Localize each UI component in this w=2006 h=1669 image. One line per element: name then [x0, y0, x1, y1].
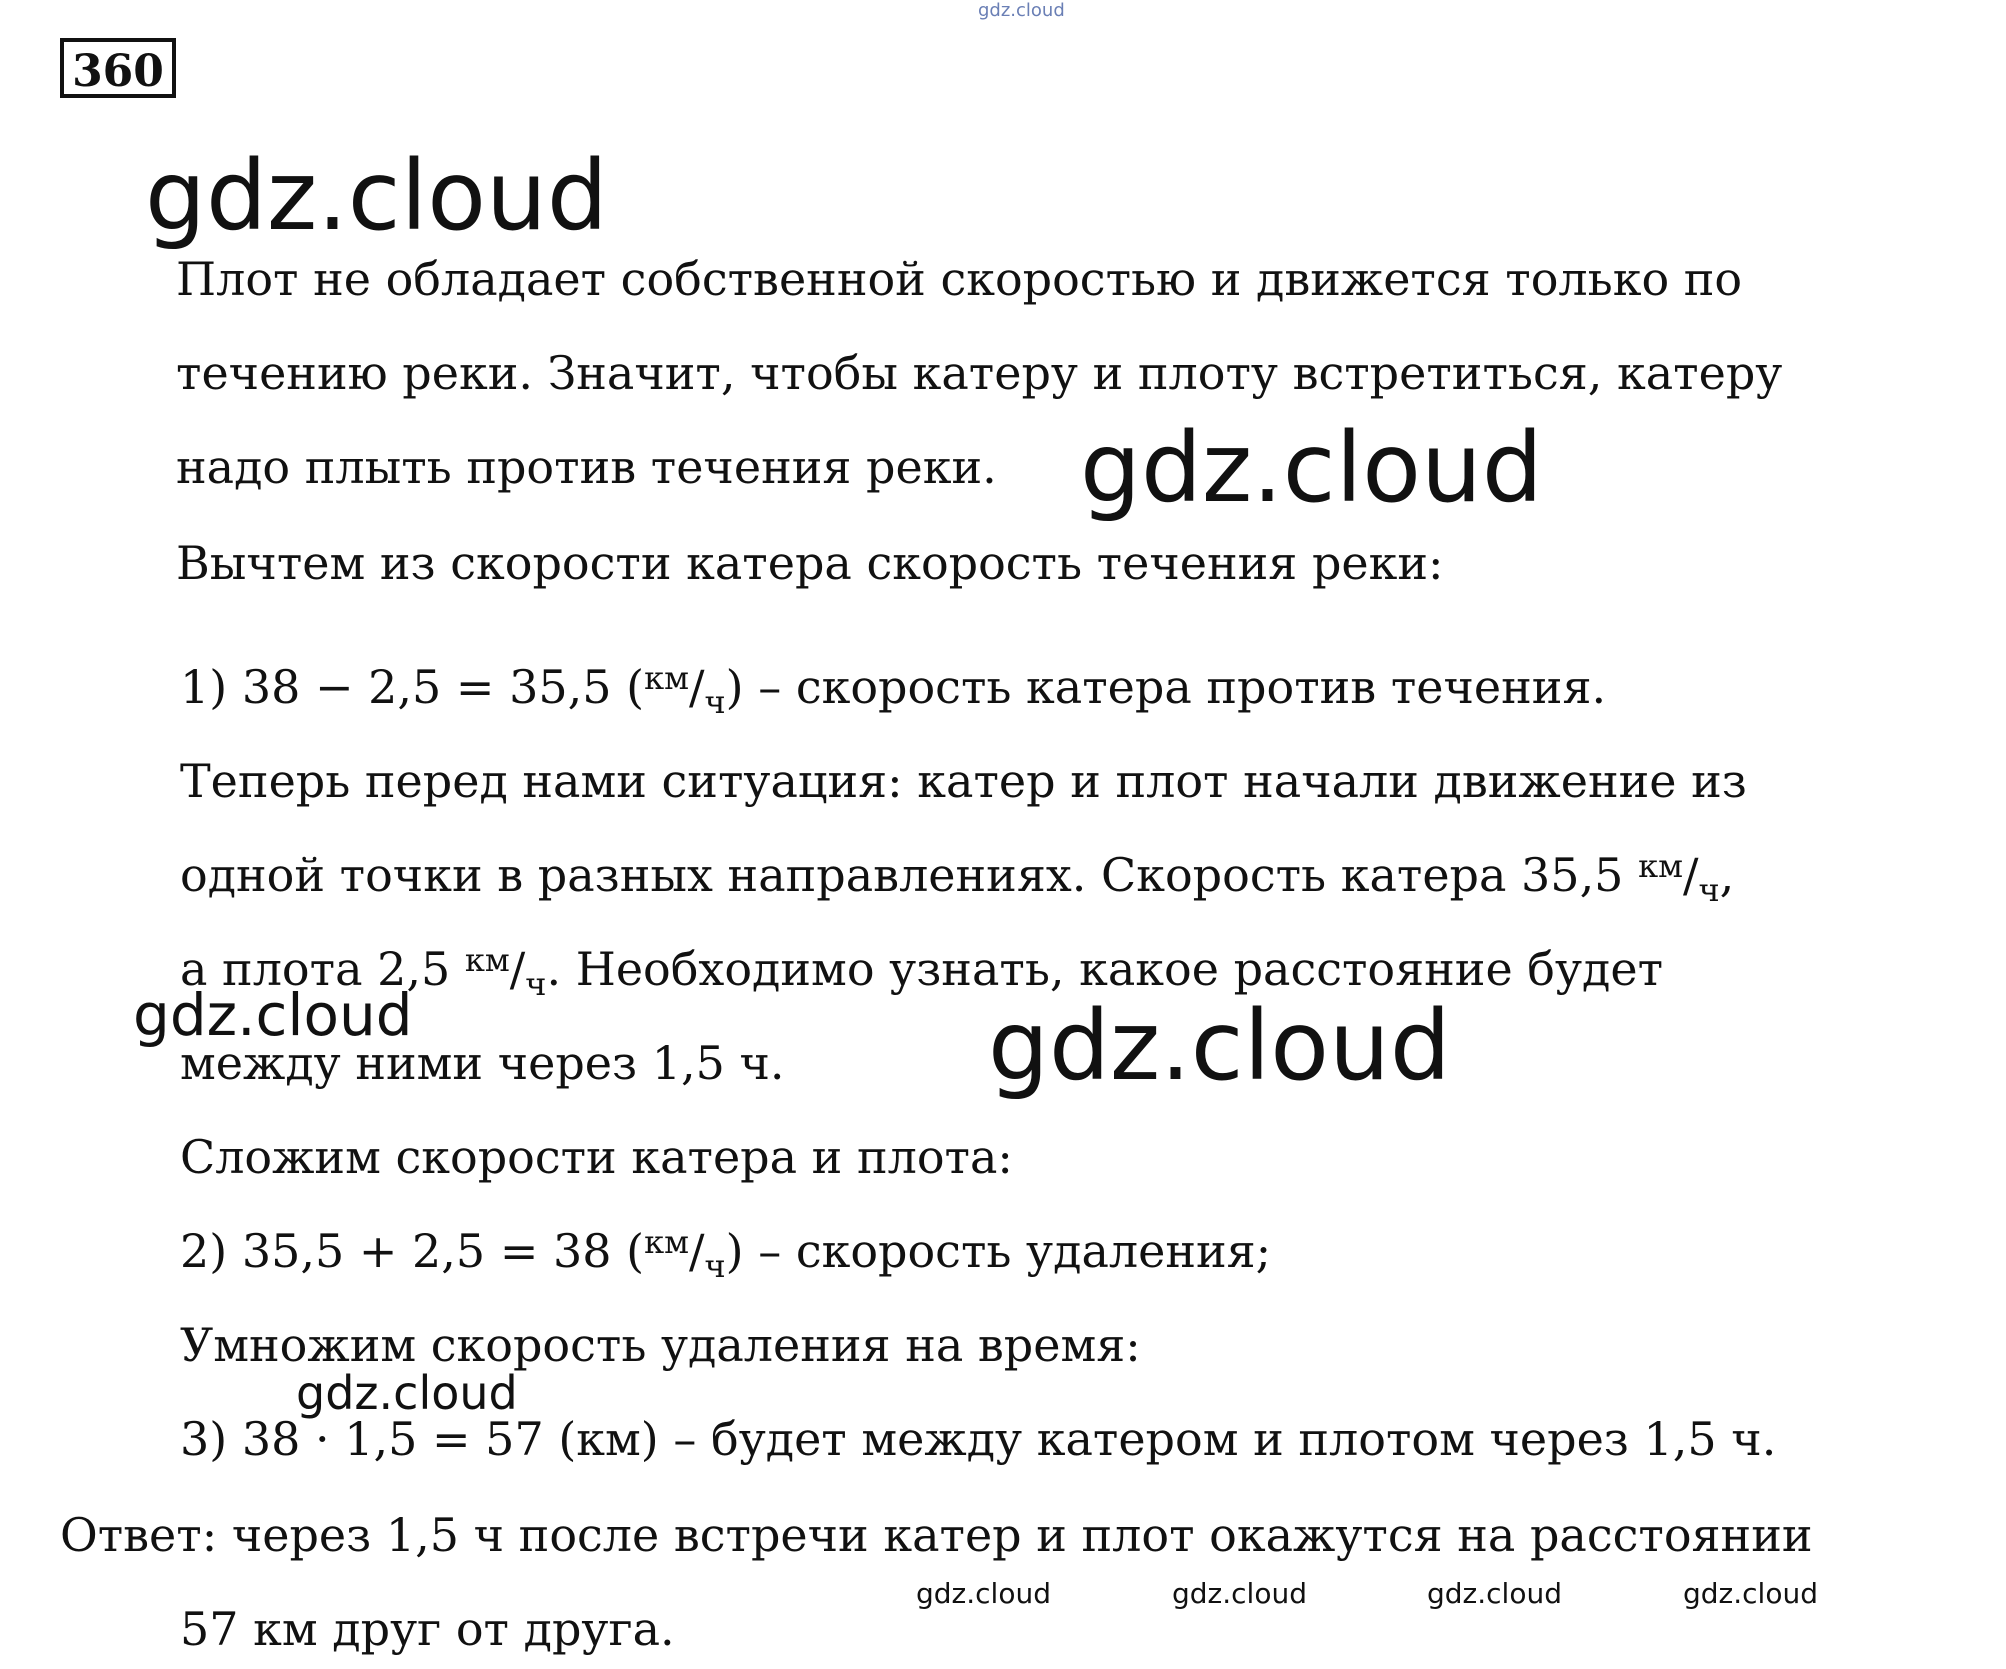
- problem-number-box: 360: [60, 38, 176, 98]
- step-1: [180, 659, 1607, 721]
- text-line-9: между ними через 1,5 ч.: [180, 1036, 785, 1090]
- unit-slash: /: [509, 942, 526, 996]
- watermark-large-2: gdz.cloud: [1080, 412, 1543, 524]
- text-line-7-comma: ,: [1719, 848, 1735, 902]
- watermark-large-3: gdz.cloud: [988, 990, 1451, 1102]
- unit-slash: /: [688, 660, 705, 714]
- answer-line-2: 57 км друг от друга.: [180, 1602, 675, 1656]
- unit-km: км: [644, 1223, 689, 1261]
- unit-km: км: [464, 941, 510, 979]
- unit-km: км: [1638, 847, 1683, 885]
- step-2-expression: 2) 35,5 + 2,5 = 38 (: [180, 1224, 645, 1278]
- text-line-2: течению реки. Значит, чтобы катеру и плоту встретиться, катеру: [176, 346, 1783, 400]
- text-line-8-start: а плота 2,5: [180, 942, 451, 996]
- text-line-7-main: одной точки в разных направлениях. Скорость катера 35,5: [180, 848, 1624, 902]
- text-line-8: [180, 941, 1664, 1003]
- step-2-description: ) – скорость удаления;: [725, 1224, 1272, 1278]
- watermark-footer-4: gdz.cloud: [1683, 1577, 1818, 1610]
- unit-h: ч: [704, 683, 726, 721]
- unit-h: ч: [704, 1247, 726, 1285]
- unit-h: ч: [525, 965, 547, 1003]
- unit-slash: /: [1682, 848, 1699, 902]
- text-line-12: Умножим скорость удаления на время:: [180, 1318, 1141, 1372]
- watermark-medium: gdz.cloud: [133, 981, 413, 1049]
- text-line-3: надо плыть против течения реки.: [176, 440, 997, 494]
- text-line-4: Вычтем из скорости катера скорость течения реки:: [176, 536, 1444, 590]
- step-1-description: ) – скорость катера против течения.: [725, 660, 1607, 714]
- watermark-small: gdz.cloud: [296, 1366, 518, 1420]
- watermark-footer-1: gdz.cloud: [916, 1577, 1051, 1610]
- answer-line-1: Ответ: через 1,5 ч после встречи катер и плот окажутся на расстоянии: [60, 1508, 1813, 1562]
- text-line-1: Плот не обладает собственной скоростью и движется только по: [176, 252, 1743, 306]
- watermark-footer-2: gdz.cloud: [1172, 1577, 1307, 1610]
- step-3: 3) 38 · 1,5 = 57 (км) – будет между катером и плотом через 1,5 ч.: [180, 1412, 1777, 1466]
- text-line-10: Сложим скорости катера и плота:: [180, 1130, 1013, 1184]
- watermark-footer-3: gdz.cloud: [1427, 1577, 1562, 1610]
- text-line-7: [180, 847, 1735, 909]
- watermark-large-1: gdz.cloud: [145, 140, 608, 252]
- text-line-8-end: . Необходимо узнать, какое расстояние будет: [546, 942, 1664, 996]
- text-line-6: Теперь перед нами ситуация: катер и плот начали движение из: [180, 754, 1747, 808]
- watermark-top-tiny: gdz.cloud: [978, 0, 1065, 21]
- unit-h: ч: [1698, 871, 1720, 909]
- step-2: [180, 1223, 1272, 1285]
- unit-km: км: [644, 659, 689, 697]
- unit-slash: /: [688, 1224, 705, 1278]
- step-1-expression: 1) 38 − 2,5 = 35,5 (: [180, 660, 645, 714]
